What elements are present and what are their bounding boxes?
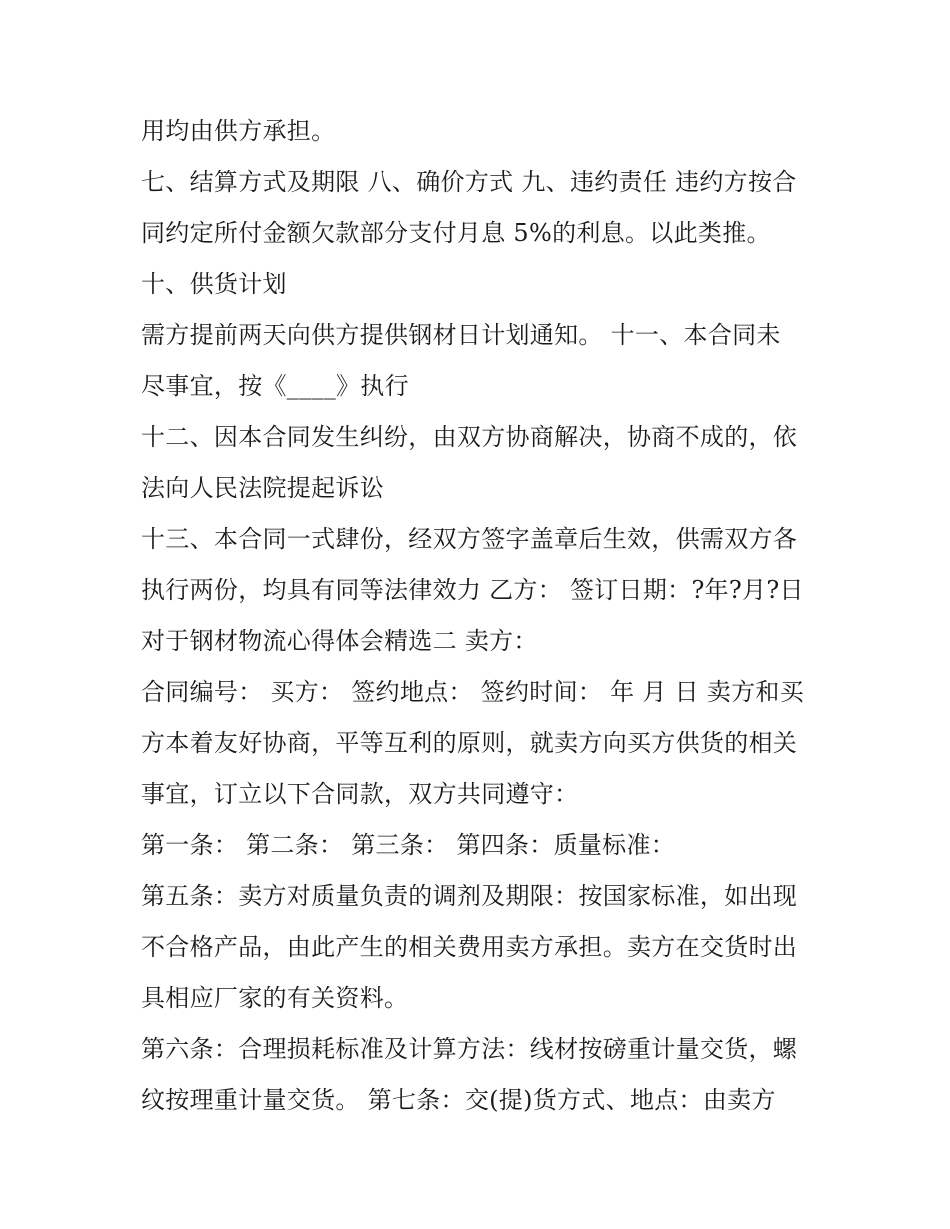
text-line: 法向人民法院提起诉讼 (141, 474, 384, 502)
text-line: 七、结算方式及期限 八、确价方式 九、违约责任 违约方按合 (141, 168, 797, 196)
text-line: 不合格产品，由此产生的相关费用卖方承担。卖方在交货时出 (141, 933, 798, 961)
text-line: 方本着友好协商，平等互利的原则，就卖方向买方供货的相关 (141, 729, 798, 757)
text-line: 对于钢材物流心得体会精选二 卖方： (141, 627, 538, 655)
text-line: 执行两份，均具有同等法律效力 乙方： 签订日期：?年?月?日 (141, 576, 804, 604)
text-line: 具相应厂家的有关资料。 (141, 984, 409, 1012)
text-line: 事宜，订立以下合同款，双方共同遵守： (141, 780, 579, 808)
text-line: 第六条：合理损耗标准及计算方法：线材按磅重计量交货，螺 (141, 1035, 798, 1063)
text-line: 第五条：卖方对质量负责的调剂及期限：按国家标准，如出现 (141, 882, 798, 910)
text-line: 用均由供方承担。 (141, 117, 336, 145)
text-line: 十二、因本合同发生纠纷，由双方协商解决，协商不成的，依 (141, 423, 798, 451)
text-line: 纹按理重计量交货。 第七条：交(提)货方式、地点：由卖方 (141, 1086, 776, 1114)
text-line: 需方提前两天向供方提供钢材日计划通知。 十一、本合同未 (141, 321, 781, 349)
text-line: 十、供货计划 (141, 270, 287, 298)
text-line: 十三、本合同一式肆份，经双方签字盖章后生效，供需双方各 (141, 525, 798, 553)
text-line: 合同编号： 买方： 签约地点： 签约时间： 年 月 日 卖方和买 (141, 678, 805, 706)
text-line: 同约定所付金额欠款部分支付月息 5%的利息。以此类推。 (141, 219, 771, 247)
document-body (141, 106, 821, 1126)
text-line: 尽事宜，按《____》执行 (141, 372, 409, 400)
text-line: 第一条： 第二条： 第三条： 第四条：质量标准： (141, 831, 676, 859)
